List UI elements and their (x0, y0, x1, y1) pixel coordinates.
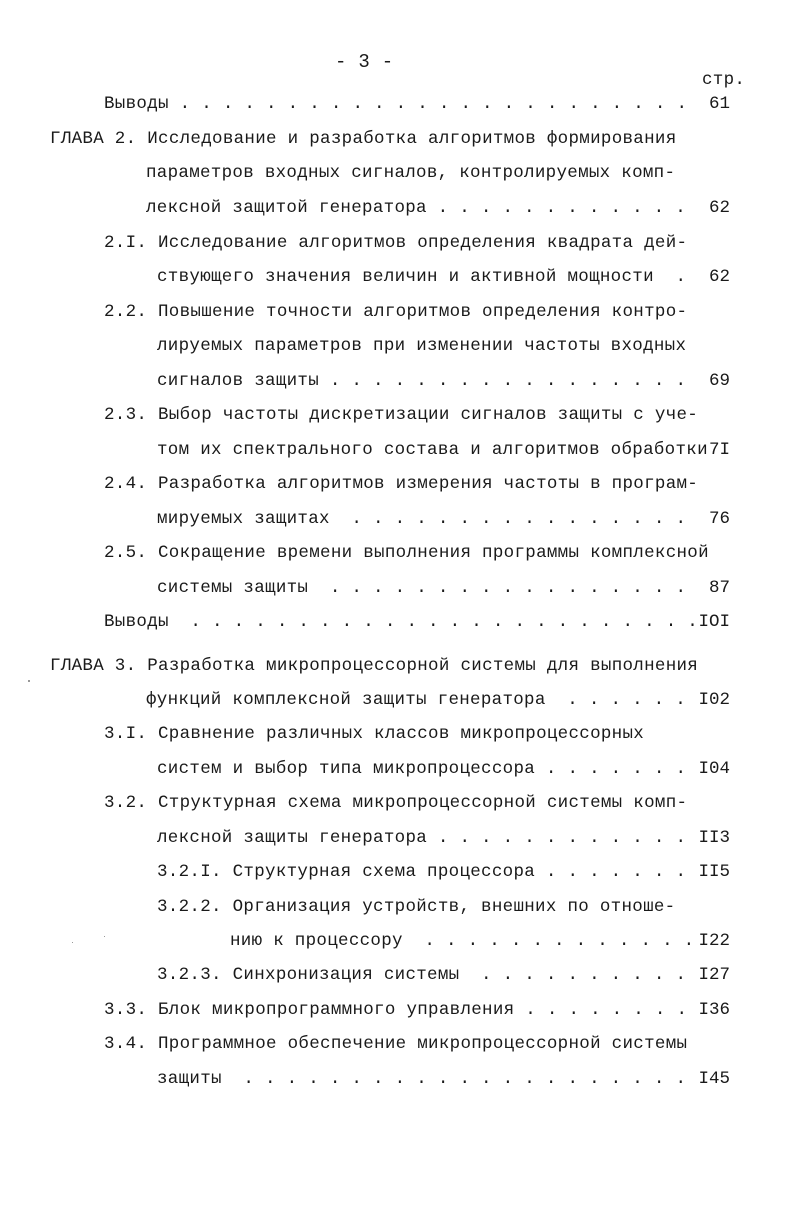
toc-page-number: 62 (708, 267, 730, 287)
toc-line: 2.5. Сокращение времени выполнения программы комплексной (104, 543, 709, 563)
toc-line: систем и выбор типа микропроцессора . . . . . . . (157, 759, 687, 779)
toc-line: мируемых защитах . . . . . . . . . . . . . . . . (157, 509, 687, 529)
toc-page-number: 76 (708, 509, 730, 529)
toc-line: 3.4. Программное обеспечение микропроцессорной системы (104, 1034, 688, 1054)
toc-line: системы защиты . . . . . . . . . . . . . . . . . (157, 578, 687, 598)
toc-line: Выводы . . . . . . . . . . . . . . . . . . . . . . . . (104, 612, 699, 632)
toc-line: защиты . . . . . . . . . . . . . . . . . . . . . (157, 1069, 687, 1089)
toc-line: лексной защиты генератора . . . . . . . . . . . . (157, 828, 687, 848)
page-number: - 3 - (335, 51, 394, 73)
toc-line: 3.2.I. Структурная схема процессора . . . . . . . (157, 862, 687, 882)
toc-line: 2.4. Разработка алгоритмов измерения частоты в програм- (104, 474, 699, 494)
toc-page-number: I04 (698, 759, 730, 779)
toc-line: ГЛАВА 3. Разработка микропроцессорной системы для выполнения (50, 656, 699, 676)
scan-speck (104, 936, 105, 937)
toc-line: сигналов защиты . . . . . . . . . . . . . . . . . (157, 371, 687, 391)
toc-page-number: I36 (698, 1000, 730, 1020)
toc-line: 3.2.2. Организация устройств, внешних по отноше- (157, 897, 676, 917)
pages-column-label: стр. (702, 70, 746, 90)
scan-speck (72, 942, 73, 943)
toc-line: 2.3. Выбор частоты дискретизации сигналов защиты с уче- (104, 405, 699, 425)
toc-page-number: I27 (698, 965, 730, 985)
toc-line: Выводы . . . . . . . . . . . . . . . . . . . . . . . . (104, 94, 688, 114)
toc-page-number: 62 (708, 198, 730, 218)
toc-line: лируемых параметров при изменении частоты входных (157, 336, 687, 356)
toc-page-number: 87 (708, 578, 730, 598)
toc-line: 3.3. Блок микропрограммного управления . . . . . . . . (104, 1000, 688, 1020)
toc-line: том их спектрального состава и алгоритмов обработки (157, 440, 708, 460)
toc-page-number: I22 (698, 931, 730, 951)
toc-line: нию к процессору . . . . . . . . . . . . . (230, 931, 695, 951)
toc-page-number: 7I (708, 440, 730, 460)
scan-speck (28, 680, 30, 682)
toc-page-number: 69 (708, 371, 730, 391)
toc-page-number: I45 (698, 1069, 730, 1089)
toc-line: параметров входных сигналов, контролируемых комп- (146, 163, 676, 183)
toc-page-number: IOI (698, 612, 730, 632)
toc-line: 3.2. Структурная схема микропроцессорной системы комп- (104, 793, 688, 813)
toc-line: ГЛАВА 2. Исследование и разработка алгоритмов формирования (50, 129, 677, 149)
toc-line: лексной защитой генератора . . . . . . . . . . . . (146, 198, 687, 218)
toc-page-number: II3 (698, 828, 730, 848)
toc-page-number: I02 (698, 690, 730, 710)
toc-line: 3.2.3. Синхронизация системы . . . . . . . . . . (157, 965, 687, 985)
toc-page-number: 61 (708, 94, 730, 114)
toc-line: 3.I. Сравнение различных классов микропроцессорных (104, 724, 645, 744)
toc-line: функций комплексной защиты генератора . . . . . . (146, 690, 687, 710)
toc-line: 2.I. Исследование алгоритмов определения квадрата дей- (104, 233, 688, 253)
toc-line: 2.2. Повышение точности алгоритмов определения контро- (104, 302, 688, 322)
toc-page-number: II5 (698, 862, 730, 882)
toc-line: ствующего значения величин и активной мощности . (157, 267, 687, 287)
